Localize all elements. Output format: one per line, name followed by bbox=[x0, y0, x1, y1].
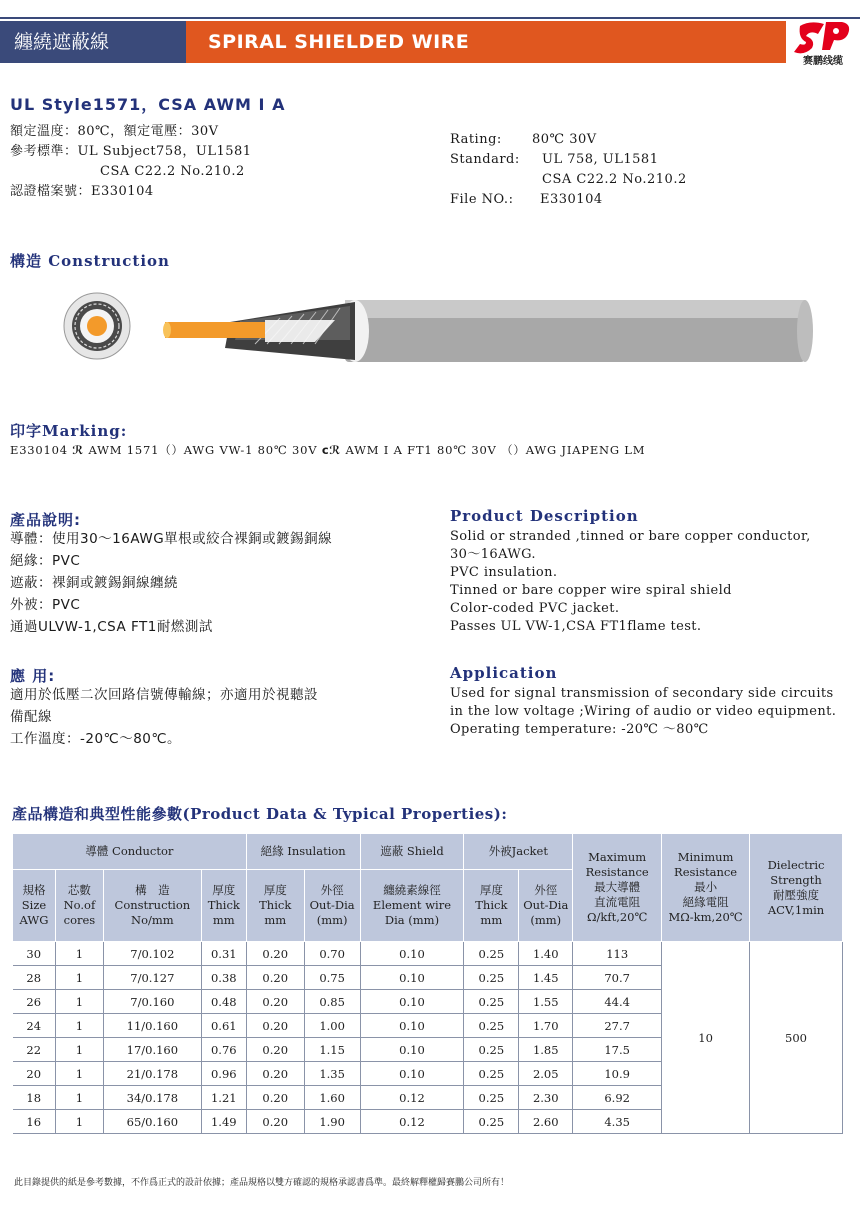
table-cell: 1 bbox=[55, 1014, 103, 1038]
cable-side-view-icon bbox=[163, 300, 813, 362]
th-max-resistance bbox=[573, 834, 662, 942]
th-line: ACV,1min bbox=[767, 902, 825, 917]
th-line: 厚度 bbox=[212, 883, 236, 897]
list-item: Used for signal transmission of secondary side circuits bbox=[450, 686, 834, 701]
table-cell: 6.92 bbox=[573, 1086, 662, 1110]
table-cell: 27.7 bbox=[573, 1014, 662, 1038]
cable-cross-section-icon bbox=[64, 293, 130, 359]
th-line: 絕緣電阻 bbox=[682, 895, 729, 909]
footnote: 此目錄提供的紙是參考數據，不作爲正式的設計依據；產品規格以雙方確認的規格承認書爲準。最終解釋權歸賽鵬公司所有！ bbox=[14, 1178, 510, 1188]
th-line: No.of bbox=[63, 898, 96, 912]
th-insulation: 絕緣 Insulation bbox=[246, 834, 360, 870]
ul-mark-icon: ℛ bbox=[72, 443, 84, 457]
table-cell: 1.21 bbox=[201, 1086, 246, 1110]
th-line: Strength bbox=[770, 872, 822, 887]
th-line: mm bbox=[212, 913, 235, 927]
marking-text-a: E330104 bbox=[10, 443, 68, 457]
application-en-heading: Application bbox=[450, 664, 558, 682]
table-cell: 0.25 bbox=[464, 1062, 519, 1086]
th-line: 最小 bbox=[694, 880, 718, 894]
list-item: Solid or stranded ,tinned or bare copper conductor, bbox=[450, 529, 811, 544]
table-cell: 0.38 bbox=[201, 966, 246, 990]
table-cell: 0.20 bbox=[246, 1038, 304, 1062]
table-cell: 1 bbox=[55, 966, 103, 990]
th-line: 最大導體 bbox=[594, 880, 641, 894]
table-cell: 1.00 bbox=[304, 1014, 360, 1038]
table-cell: 0.20 bbox=[246, 1086, 304, 1110]
table-cell: 24 bbox=[13, 1014, 56, 1038]
th-insulation-thick bbox=[246, 870, 304, 942]
spec-rating-cn: 額定溫度：80℃，額定電壓：30V bbox=[10, 124, 219, 139]
table-cell: 0.10 bbox=[360, 966, 464, 990]
product-data-table bbox=[12, 833, 843, 1134]
rating-label: Rating: bbox=[450, 132, 502, 147]
table-cell: 30 bbox=[13, 942, 56, 966]
list-item: Passes UL VW-1,CSA FT1flame test. bbox=[450, 619, 702, 634]
list-item: in the low voltage ;Wiring of audio or video equipment. bbox=[450, 704, 837, 719]
table-cell-dielectric: 500 bbox=[750, 942, 843, 1134]
cul-mark-icon: cℛ bbox=[321, 443, 342, 457]
th-line: Size bbox=[21, 898, 47, 912]
table-cell: 1.45 bbox=[519, 966, 573, 990]
table-cell: 1.60 bbox=[304, 1086, 360, 1110]
header-title-en: SPIRAL SHIELDED WIRE bbox=[186, 21, 786, 63]
table-cell: 70.7 bbox=[573, 966, 662, 990]
table-cell: 1.15 bbox=[304, 1038, 360, 1062]
table-cell: 0.25 bbox=[464, 990, 519, 1014]
list-item: 30～16AWG. bbox=[450, 547, 536, 562]
table-cell: 2.05 bbox=[519, 1062, 573, 1086]
th-jacket-od bbox=[519, 870, 573, 942]
table-cell: 0.25 bbox=[464, 1014, 519, 1038]
table-cell: 1.85 bbox=[519, 1038, 573, 1062]
th-line: mm bbox=[480, 913, 503, 927]
application-cn bbox=[10, 684, 430, 750]
th-line: Out-Dia bbox=[523, 898, 569, 912]
table-cell: 0.10 bbox=[360, 990, 464, 1014]
table-cell: 26 bbox=[13, 990, 56, 1014]
th-line: 纏繞素線徑 bbox=[383, 883, 441, 897]
table-cell: 0.85 bbox=[304, 990, 360, 1014]
th-line: Maximum bbox=[588, 850, 647, 864]
th-line: Thick bbox=[207, 898, 240, 912]
th-line: MΩ-km,20℃ bbox=[668, 910, 743, 924]
table-cell-min-resistance: 10 bbox=[662, 942, 750, 1134]
th-line: Out-Dia bbox=[309, 898, 355, 912]
cable-construction-illustration bbox=[55, 290, 815, 370]
table-cell: 1 bbox=[55, 990, 103, 1014]
table-cell: 0.70 bbox=[304, 942, 360, 966]
th-shield: 遮蔽 Shield bbox=[360, 834, 464, 870]
table-cell: 4.35 bbox=[573, 1110, 662, 1134]
th-line: 耐壓強度 bbox=[773, 887, 820, 902]
table-cell: 1.55 bbox=[519, 990, 573, 1014]
marking-text-c: AWM I A FT1 80℃ 30V （）AWG JIAPENG LM bbox=[345, 443, 646, 457]
th-shield-wire bbox=[360, 870, 464, 942]
th-cores bbox=[55, 870, 103, 942]
table-cell: 10.9 bbox=[573, 1062, 662, 1086]
table-cell: 0.12 bbox=[360, 1110, 464, 1134]
standard-label: Standard: bbox=[450, 152, 520, 167]
table-cell: 0.76 bbox=[201, 1038, 246, 1062]
th-line: Thick bbox=[475, 898, 508, 912]
table-cell: 65/0.160 bbox=[103, 1110, 201, 1134]
th-line: (mm) bbox=[316, 913, 348, 927]
table-cell: 18 bbox=[13, 1086, 56, 1110]
table-cell: 44.4 bbox=[573, 990, 662, 1014]
table-cell: 113 bbox=[573, 942, 662, 966]
table-cell: 0.20 bbox=[246, 1062, 304, 1086]
th-line: 厚度 bbox=[479, 883, 503, 897]
table-cell: 0.25 bbox=[464, 1110, 519, 1134]
table-cell: 17.5 bbox=[573, 1038, 662, 1062]
table-cell: 0.25 bbox=[464, 966, 519, 990]
th-line: 規格 bbox=[22, 883, 46, 897]
header-title-cn: 纏繞遮蔽線 bbox=[0, 21, 186, 63]
table-cell: 0.20 bbox=[246, 1110, 304, 1134]
th-jacket-thick bbox=[464, 870, 519, 942]
th-line: AWG bbox=[19, 913, 49, 927]
table-cell: 0.25 bbox=[464, 1086, 519, 1110]
table-cell: 0.96 bbox=[201, 1062, 246, 1086]
product-desc-en bbox=[450, 528, 855, 636]
table-cell: 1 bbox=[55, 1038, 103, 1062]
spec-file-cn: 認證檔案號：E330104 bbox=[10, 184, 154, 199]
table-cell: 11/0.160 bbox=[103, 1014, 201, 1038]
th-line: 直流電阻 bbox=[594, 895, 641, 909]
th-line: No/mm bbox=[131, 913, 174, 927]
file-label: File NO.: bbox=[450, 192, 514, 207]
th-construction bbox=[103, 870, 201, 942]
marking-text-b: AWM 1571（）AWG VW-1 80℃ 30V bbox=[88, 443, 318, 457]
list-item: PVC insulation. bbox=[450, 565, 558, 580]
th-size bbox=[13, 870, 56, 942]
product-desc-cn bbox=[10, 528, 430, 638]
table-cell: 0.48 bbox=[201, 990, 246, 1014]
table-cell: 0.12 bbox=[360, 1086, 464, 1110]
table-cell: 1 bbox=[55, 942, 103, 966]
header-rule bbox=[0, 17, 860, 19]
table-cell: 1 bbox=[55, 1086, 103, 1110]
table-cell: 0.10 bbox=[360, 1014, 464, 1038]
th-dielectric bbox=[750, 834, 843, 942]
table-cell: 21/0.178 bbox=[103, 1062, 201, 1086]
th-line: Dielectric bbox=[767, 857, 825, 872]
ul-style-title: UL Style1571，CSA AWM I A bbox=[10, 95, 286, 114]
table-cell: 0.31 bbox=[201, 942, 246, 966]
table-cell: 0.20 bbox=[246, 1014, 304, 1038]
table-cell: 0.20 bbox=[246, 966, 304, 990]
table-cell: 7/0.160 bbox=[103, 990, 201, 1014]
table-cell: 0.25 bbox=[464, 942, 519, 966]
th-line: Dia (mm) bbox=[384, 913, 440, 927]
table-cell: 2.60 bbox=[519, 1110, 573, 1134]
table-cell: 2.30 bbox=[519, 1086, 573, 1110]
list-item: 工作溫度：-20℃～80℃。 bbox=[10, 731, 182, 747]
th-line: Thick bbox=[259, 898, 292, 912]
th-line: Minimum bbox=[677, 850, 734, 864]
th-line: 外徑 bbox=[534, 883, 558, 897]
table-cell: 0.20 bbox=[246, 990, 304, 1014]
table-cell: 34/0.178 bbox=[103, 1086, 201, 1110]
th-line: 厚度 bbox=[263, 883, 287, 897]
table-cell: 1.90 bbox=[304, 1110, 360, 1134]
th-line: Resistance bbox=[585, 865, 649, 879]
th-line: mm bbox=[264, 913, 287, 927]
table-cell: 1.35 bbox=[304, 1062, 360, 1086]
th-line: Resistance bbox=[674, 865, 738, 879]
spec-standard-cn: 參考標準：UL Subject758，UL1581 bbox=[10, 144, 252, 159]
table-cell: 1.49 bbox=[201, 1110, 246, 1134]
table-title: 產品構造和典型性能參數(Product Data & Typical Properties): bbox=[12, 805, 508, 823]
list-item: Tinned or bare copper wire spiral shield bbox=[450, 583, 732, 598]
list-item: 備配線 bbox=[10, 709, 52, 725]
th-line: 芯數 bbox=[67, 883, 91, 897]
product-desc-cn-heading: 產品說明: bbox=[10, 511, 81, 529]
th-line: (mm) bbox=[530, 913, 562, 927]
table-cell: 28 bbox=[13, 966, 56, 990]
product-desc-en-heading: Product Description bbox=[450, 507, 639, 525]
table-cell: 0.10 bbox=[360, 942, 464, 966]
th-line: Construction bbox=[114, 898, 191, 912]
table-cell: 0.25 bbox=[464, 1038, 519, 1062]
table-row bbox=[13, 942, 843, 966]
table-cell: 22 bbox=[13, 1038, 56, 1062]
marking-text bbox=[10, 442, 645, 458]
table-cell: 7/0.102 bbox=[103, 942, 201, 966]
list-item: 遮蔽：裸銅或鍍錫銅線纏繞 bbox=[10, 575, 178, 591]
logo-text: 赛鹏线缆 bbox=[803, 56, 843, 67]
table-cell: 7/0.127 bbox=[103, 966, 201, 990]
spec-en bbox=[450, 130, 687, 210]
th-line: cores bbox=[63, 913, 96, 927]
file-value: E330104 bbox=[540, 192, 603, 207]
table-cell: 17/0.160 bbox=[103, 1038, 201, 1062]
application-en bbox=[450, 685, 855, 739]
th-line: 構 造 bbox=[135, 883, 170, 897]
th-jacket: 外被Jacket bbox=[464, 834, 573, 870]
table-cell: 1.70 bbox=[519, 1014, 573, 1038]
th-insulation-od bbox=[304, 870, 360, 942]
application-cn-heading: 應 用: bbox=[10, 667, 56, 685]
list-item: Operating temperature: -20℃ ～80℃ bbox=[450, 722, 709, 737]
table-cell: 0.10 bbox=[360, 1062, 464, 1086]
standard-value: UL 758, UL1581 bbox=[542, 152, 659, 167]
table-cell: 0.10 bbox=[360, 1038, 464, 1062]
table-cell: 1 bbox=[55, 1110, 103, 1134]
list-item: 導體：使用30～16AWG單根或絞合裸銅或鍍錫銅線 bbox=[10, 531, 333, 547]
table-cell: 1.40 bbox=[519, 942, 573, 966]
th-line: Ω/kft,20℃ bbox=[586, 910, 648, 924]
marking-heading: 印字Marking: bbox=[10, 422, 128, 440]
construction-heading: 構造 Construction bbox=[10, 252, 170, 270]
spec-cn bbox=[10, 122, 252, 202]
table-cell: 1 bbox=[55, 1062, 103, 1086]
table-cell: 20 bbox=[13, 1062, 56, 1086]
table-cell: 0.61 bbox=[201, 1014, 246, 1038]
list-item: 適用於低壓二次回路信號傳輸線；亦適用於視聽設 bbox=[10, 687, 318, 703]
th-line: Element wire bbox=[372, 898, 452, 912]
list-item: 通過ULVW-1,CSA FT1耐燃測試 bbox=[10, 619, 213, 635]
spec-standard2-cn: CSA C22.2 No.210.2 bbox=[100, 164, 245, 179]
list-item: 絕緣：PVC bbox=[10, 553, 81, 569]
th-conductor-thick bbox=[201, 870, 246, 942]
table-cell: 0.20 bbox=[246, 942, 304, 966]
table-cell: 0.75 bbox=[304, 966, 360, 990]
list-item: 外被：PVC bbox=[10, 597, 81, 613]
th-conductor: 導體 Conductor bbox=[13, 834, 247, 870]
standard-value2: CSA C22.2 No.210.2 bbox=[542, 172, 687, 187]
table-cell: 16 bbox=[13, 1110, 56, 1134]
list-item: Color-coded PVC jacket. bbox=[450, 601, 620, 616]
rating-value: 80℃ 30V bbox=[532, 132, 597, 147]
th-min-resistance bbox=[662, 834, 750, 942]
th-line: 外徑 bbox=[320, 883, 344, 897]
